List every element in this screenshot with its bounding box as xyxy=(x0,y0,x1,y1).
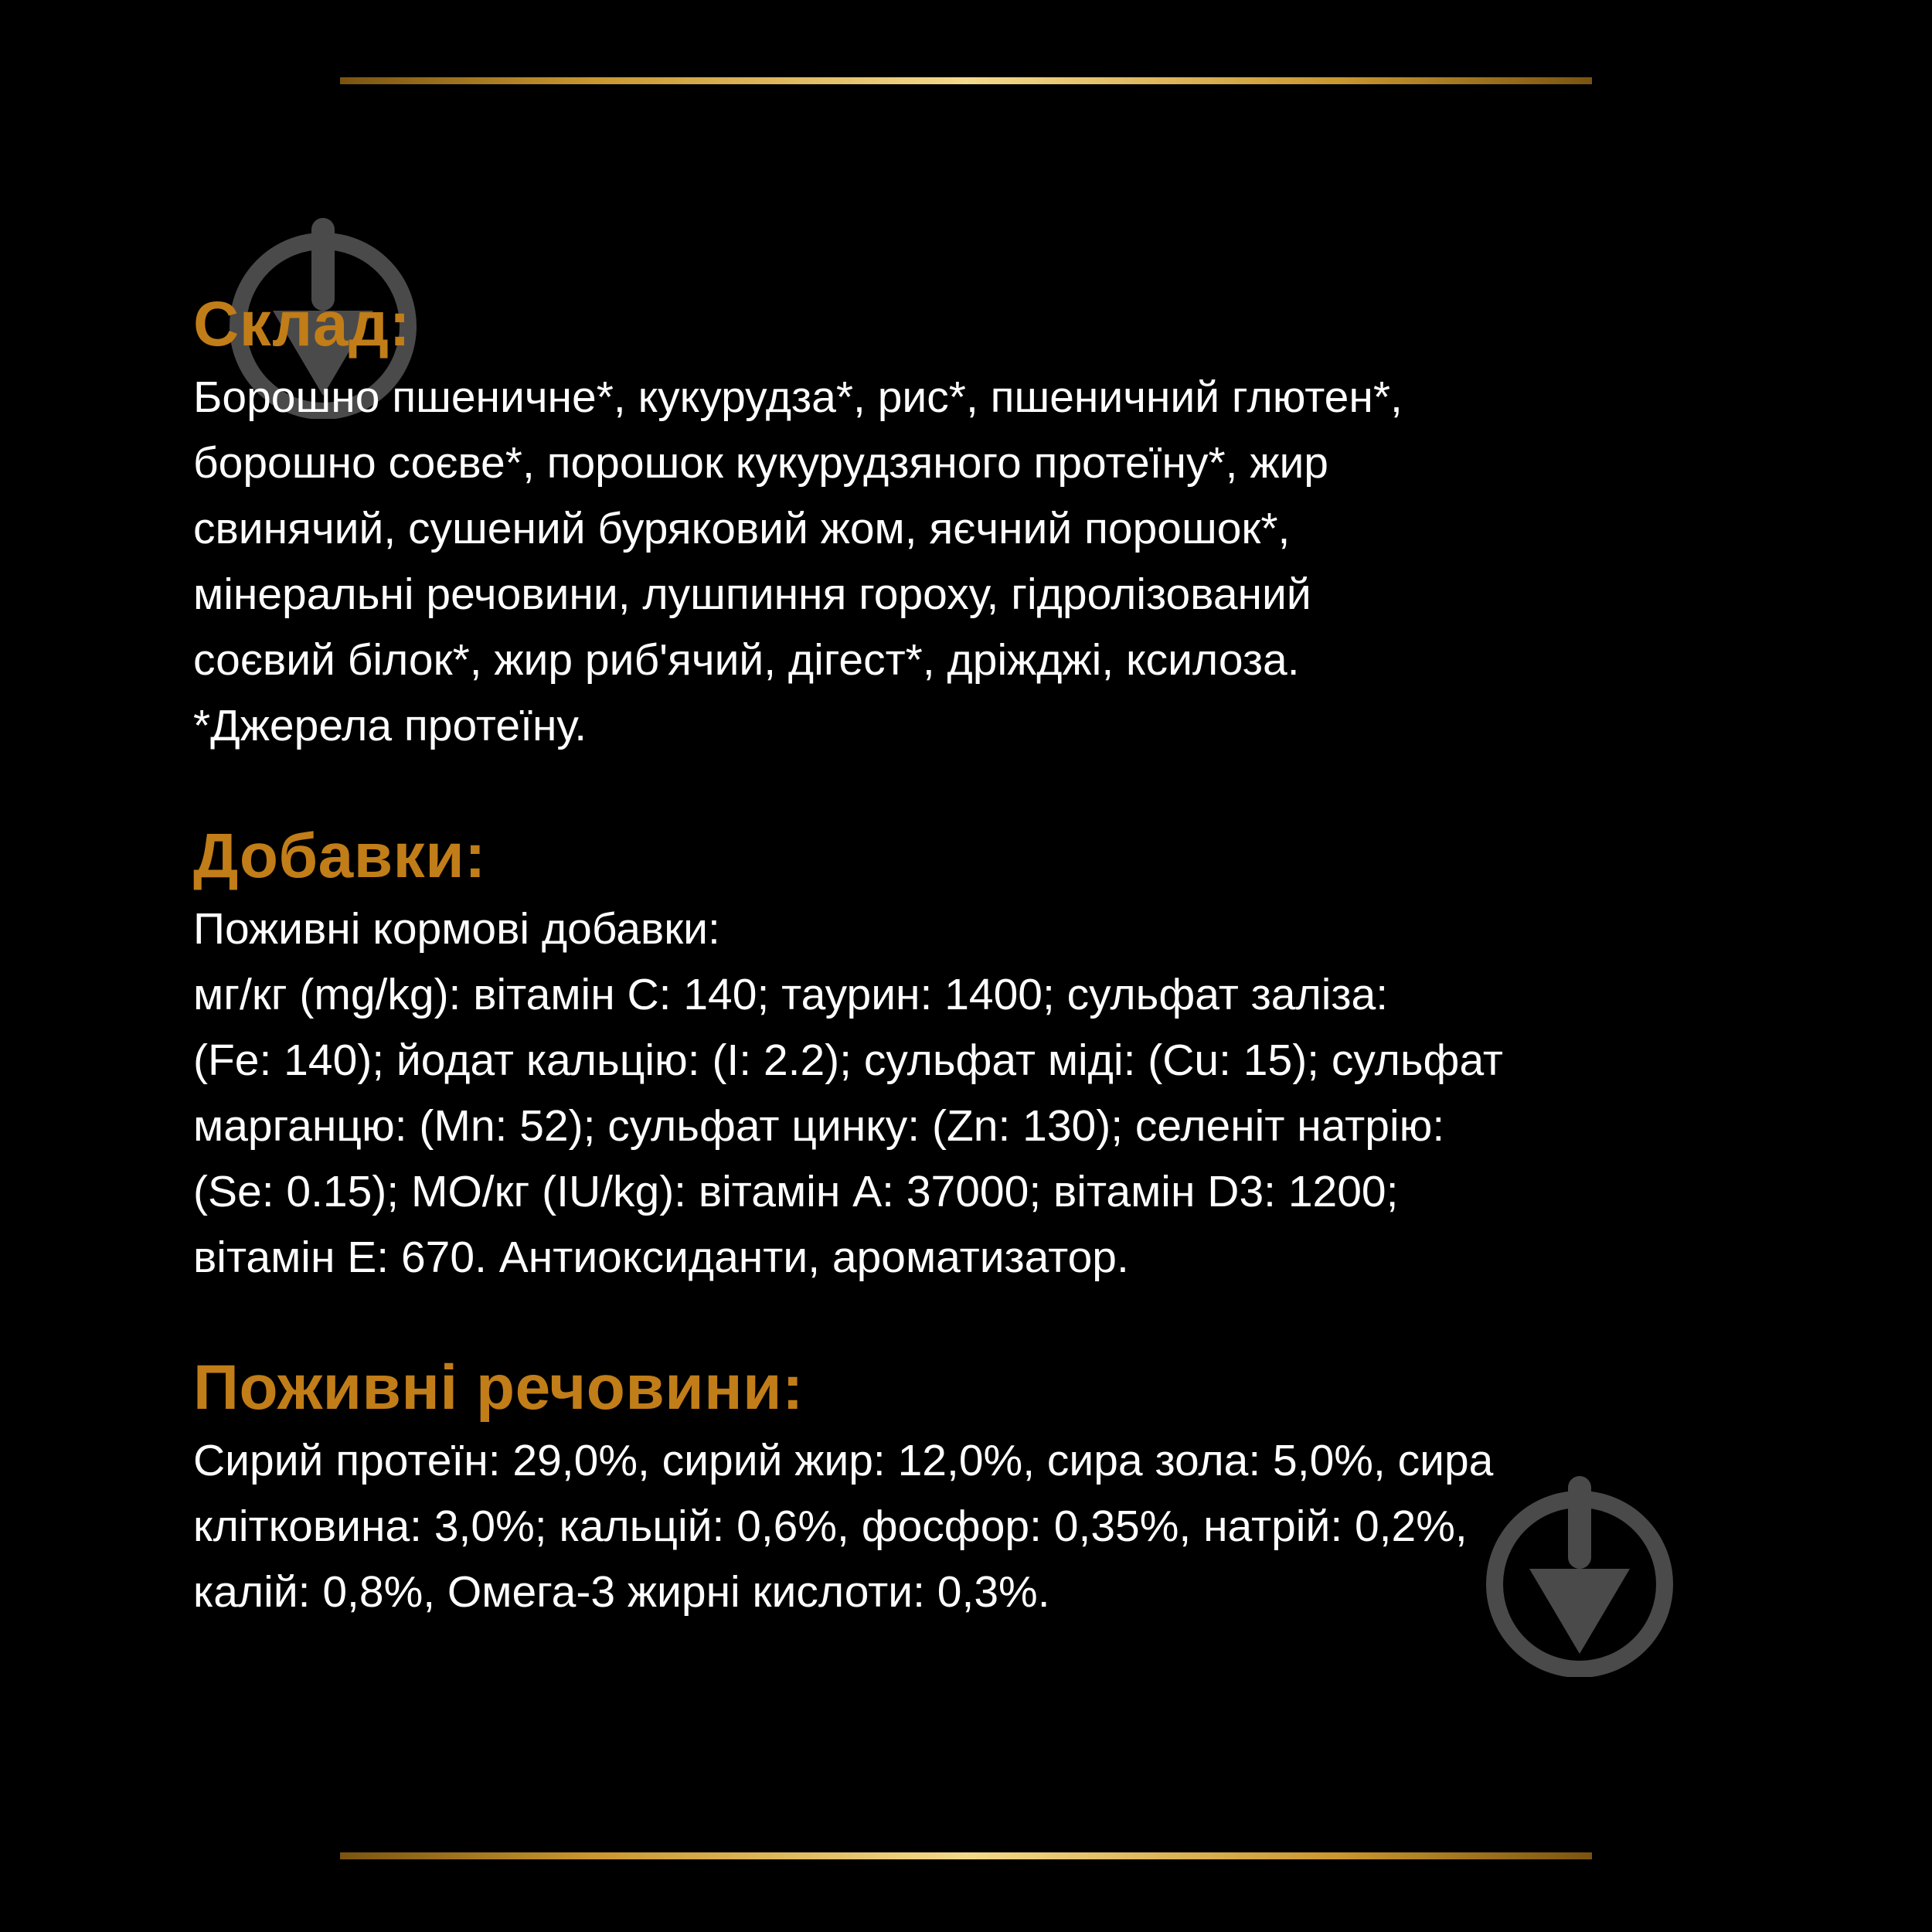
text-line: борошно соєве*, порошок кукурудзяного протеїну*, жир xyxy=(193,438,1329,488)
text-line: калій: 0,8%, Омега-3 жирні кислоти: 0,3%. xyxy=(193,1567,1050,1617)
bottom-gold-rule xyxy=(340,1852,1592,1859)
text-line: свинячий, сушений буряковий жом, яєчний порошок*, xyxy=(193,504,1291,553)
text-line: (Se: 0.15); МО/кг (IU/kg): вітамін A: 37000; вітамін D3: 1200; xyxy=(193,1167,1399,1216)
text-line: вітамін E: 670. Антиоксиданти, ароматизатор. xyxy=(193,1233,1129,1282)
text-line: *Джерела протеїну. xyxy=(193,701,587,750)
ingredients-content xyxy=(193,287,1801,1685)
text-line: мг/кг (mg/kg): вітамін С: 140; таурин: 1400; сульфат заліза: xyxy=(193,970,1389,1019)
additives-text xyxy=(193,896,1801,1291)
text-line: соєвий білок*, жир риб'ячий, дігест*, дріжджі, ксилоза. xyxy=(193,635,1300,685)
composition-text xyxy=(193,365,1801,759)
additives-section xyxy=(193,819,1801,1291)
nutrients-section xyxy=(193,1351,1801,1625)
text-line: марганцю: (Mn: 52); сульфат цинку: (Zn: 130); селеніт натрію: xyxy=(193,1101,1445,1151)
nutrients-heading: Поживні речовини: xyxy=(193,1352,804,1423)
nutrients-text xyxy=(193,1428,1801,1625)
additives-heading: Добавки: xyxy=(193,821,486,891)
text-line: Борошно пшеничне*, кукурудза*, рис*, пшеничний глютен*, xyxy=(193,372,1403,422)
text-line: клітковина: 3,0%; кальцій: 0,6%, фосфор: 0,35%, натрій: 0,2%, xyxy=(193,1502,1468,1551)
text-line: Поживні кормові добавки: xyxy=(193,904,720,954)
text-line: мінеральні речовини, лушпиння гороху, гідролізований xyxy=(193,570,1311,619)
composition-heading: Склад: xyxy=(193,289,411,359)
text-line: (Fe: 140); йодат кальцію: (I: 2.2); сульфат міді: (Cu: 15); сульфат xyxy=(193,1036,1503,1085)
composition-section xyxy=(193,287,1801,759)
top-gold-rule xyxy=(340,77,1592,84)
text-line: Сирий протеїн: 29,0%, сирий жир: 12,0%, сира зола: 5,0%, сира xyxy=(193,1436,1494,1485)
